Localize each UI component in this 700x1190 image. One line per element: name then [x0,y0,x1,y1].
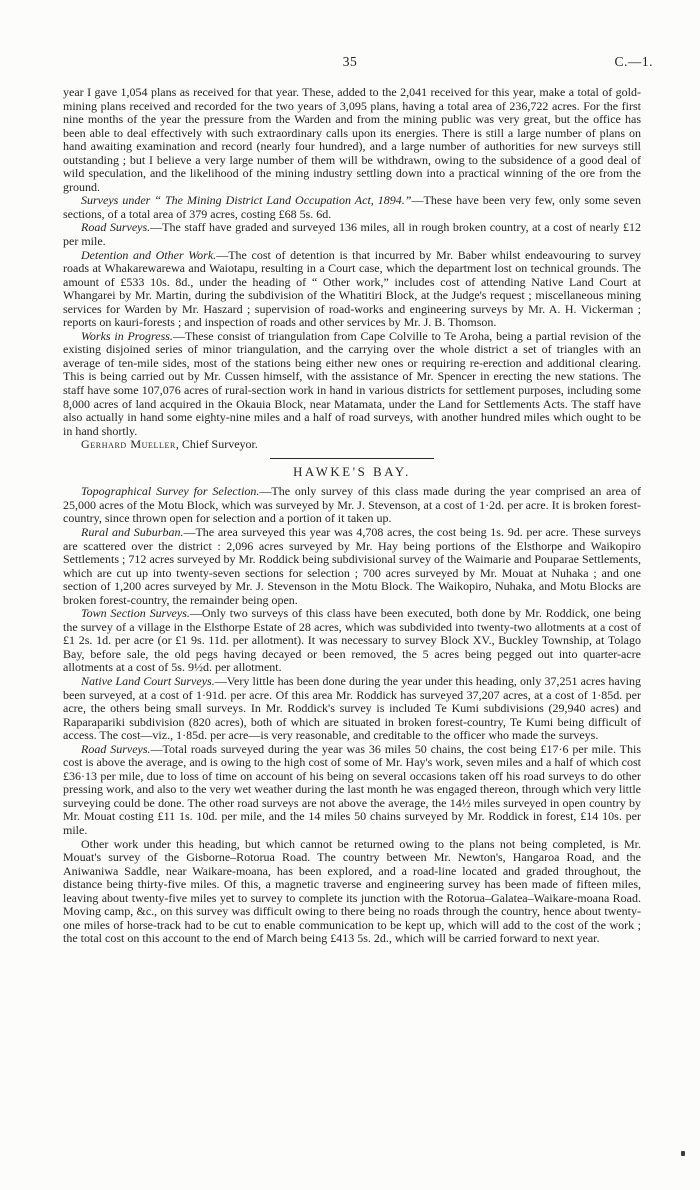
running-header [0,54,700,72]
body-paragraph [63,485,641,526]
document-reference: C.—1. [614,54,653,69]
body-paragraph [63,838,641,946]
body-paragraph [63,86,641,194]
signature-line [63,438,641,452]
section-divider-rule [270,458,434,459]
paragraph-text: —The staff have graded and surveyed 136 miles, all in rough broken country, at a cost of nearly £12 per mile. [63,220,641,249]
body-paragraph [63,194,641,221]
section-heading-hawkes-bay: HAWKE'S BAY. [293,464,411,479]
paragraph-text: —Total roads surveyed during the year was 36 miles 50 chains, the cost being £17·6 per mile. This cost is above the average, and is owing to the high cost of some of Mr. Hay's work, seven miles and a half of which cost £36·13 per mile, due to loss of time on account of his being on several occasions taken off his road surveys to do other pressing work, and also to the very wet weather during the last month he was engaged thereon, through which very little surveying could be done. The other road surveys are not above the average, the 14½ miles surveyed in open country by Mr. Mouat costing £11 1s. 10d. per mile, and the 14 miles 50 chains surveyed by Mr. Roddick in forest, £14 10s. per mile. [63,741,641,837]
paragraph-lead: Town Section Surveys. [81,606,190,621]
signatory-name: Gerhard Mueller [81,437,176,452]
paragraph-lead: Surveys under “ The Mining District Land Occupation Act, 1894.” [81,193,412,208]
paragraph-lead: Rural and Suburban. [81,524,184,539]
paragraph-text: —Only two surveys of this class have been executed, both done by Mr. Roddick, one being the survey of a village in the Elsthorpe Estate of 28 acres, which was subdivided into twenty-two allotments at a cost of £1 2s. 1d. per acre (or £1 9s. 11d. per allotment). It was necessary to survey Block XV., Buckley Township, at Tolago Bay, before sale, the old pegs having decayed or been removed, the 5 acres being pegged out into quarter-acre allotments at a cost of 5s. 9½d. per allotment. [63,606,641,675]
body-paragraph [63,249,641,330]
paragraph-text: —The area surveyed this year was 4,708 acres, the cost being 1s. 9d. per acre. These surveys are scattered over the district : 2,096 acres surveyed by Mr. Hay being portions of the Elsthorpe and Waikopiro Settlements ; 712 acres surveyed by Mr. Roddick being subdivisional survey of the Waimarie and Pouparae Settlements, which are cut up into twenty-seven sections for selection ; 700 acres surveyed by Mr. Mouat at Nuhaka ; and one section of 1,200 acres surveyed by Mr. J. Stevenson in the Motu Block. The Waikopiro, Nuhaka, and Motu Blocks are broken forest-country, the remainder being open. [63,524,641,607]
body-paragraph [63,607,641,675]
paragraph-text: —The cost of detention is that incurred by Mr. Baber whilst endeavouring to survey roads at Whakarewarewa and Waiotapu, resulting in a Court case, which the department lost on technical grounds. The amount of £533 10s. 8d., under the heading of “ Other work,” includes cost of attending Native Land Court at Whangarei by Mr. Martin, during the subdivision of the Whatitiri Block, at the Judge's request ; miscellaneous mining services for Warden by Mr. Haszard ; supervision of road-works and engineering surveys by Mr. A. H. Vickerman ; reports on kauri-forests ; and inspection of roads and other services by Mr. J. B. Thomson. [63,247,641,330]
paragraph-text: Other work under this heading, but which cannot be returned owing to the plans not being completed, is Mr. Mouat's survey of the Gisborne–Rotorua Road. The country between Mr. Newton's, Hangaroa Road, and the Aniwaniwa Saddle, near Waikare-moana, has been explored, and a road-line located and graded throughout, the distance being thirty-five miles. Of this, a magnetic traverse and engineering survey has been made of fifteen miles, leaving about twenty-five miles yet to survey to complete its junction with the Rotorua–Galatea–Waikare-moana Road. Moving camp, &c., on this survey was difficult owing to there being no roads through the country, hence about twenty-one miles of horse-track had to be cut to enable communication to be kept up, which will add to the cost of the work ; the total cost on this account to the end of March being £413 5s. 2d., which will be carried forward to next year. [63,836,641,946]
paragraph-text: —Very little has been done during the year under this heading, only 37,251 acres having been surveyed, at a cost of 1·91d. per acre. Of this area Mr. Roddick has surveyed 37,207 acres, at a cost of 1·85d. per acre, the others being small surveys. In Mr. Roddick's survey is included Te Kumi subdivisions (29,940 acres) and Raparapariki subdivision (820 acres), both of which are situated in broken forest-country, Te Kumi being difficult of access. The cost—viz., 1·85d. per acre—is very reasonable, and creditable to the officer who made the surveys. [63,673,641,743]
page-body [63,86,641,946]
paragraph-text: —These have been very few, only some seven sections, of a total area of 379 acres, costing £68 5s. 6d. [63,193,641,221]
paragraph-text: year I gave 1,054 plans as received for that year. These, added to the 2,041 received for this year, make a total of gold-mining plans received and recorded for the two years of 3,095 plans, having a total area of 236,722 acres. For the first nine months of the year the pressure from the Warden and from the mining public was very great, but the office has been able to deal effectively with such extraordinary calls upon its energies. There is still a large number of plans on hand awaiting examination and record (nearly four hundred), and a large number of authorities for new surveys still outstanding ; but I believe a very large number of them will be withdrawn, owing to the subsidence of a good deal of wild speculation, and the likelihood of the mining industry settling down into a practical winning of the ore from the ground. [63,85,641,194]
body-paragraph [63,675,641,743]
signatory-title: , Chief Surveyor. [175,437,258,452]
body-paragraph [63,221,641,248]
paragraph-lead: Native Land Court Surveys. [81,673,215,688]
paragraph-text: —The only survey of this class made during the year comprised an area of 25,000 acres of the Motu Block, which was surveyed by Mr. J. Stevenson, at a cost of 1·2d. per acre. It is broken forest-country, since thrown open for selection and a portion of it taken up. [63,484,641,526]
body-paragraph [63,330,641,438]
paragraph-text: —These consist of triangulation from Cape Colville to Te Aroha, being a partial revision of the existing disjoined series of minor triangulation, and the carrying over the whole district a set of triangles with an average of ten-mile sides, most of the stations being either new ones or requiring re-erection and additional clearing. This is being carried out by Mr. Cussen himself, with the assistance of Mr. Spencer in erecting the new stations. The staff have some 107,076 acres of rural-section work in hand in various districts for settlement purposes, including some 8,000 acres of land acquired in the Okauia Block, near Matamata, under the Land for Settlements Acts. The staff have also actually in hand some eighty-nine miles and a half of road surveys, with another hundred miles which ought to be in hand shortly. [63,328,641,438]
paragraph-lead: Road Surveys. [81,741,151,756]
paragraph-lead: Works in Progress. [81,328,173,343]
body-paragraph [63,526,641,607]
paragraph-lead: Topographical Survey for Selection. [81,484,260,499]
page-number: 35 [342,54,358,69]
ink-speck [681,1151,685,1156]
paragraph-lead: Road Surveys. [81,220,151,235]
paragraph-lead: Detention and Other Work. [81,247,217,262]
body-paragraph [63,743,641,838]
